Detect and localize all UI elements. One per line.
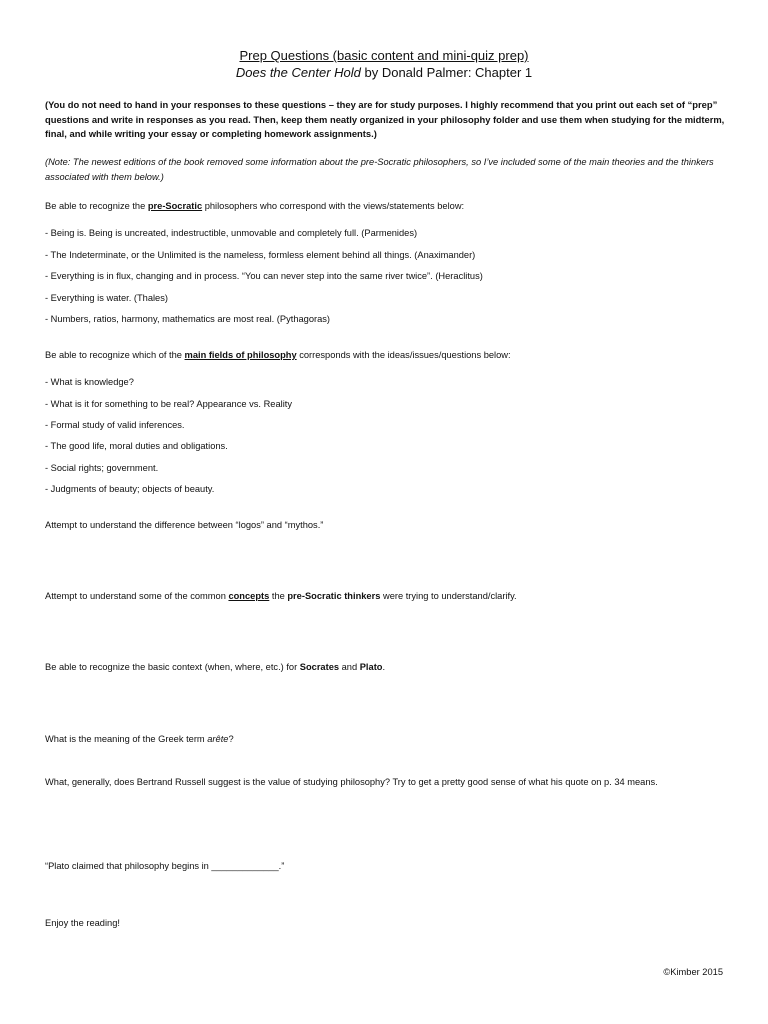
presocratic-item: - Numbers, ratios, harmony, mathematics are most real. (Pythagoras): [45, 314, 331, 324]
fields-heading-pre: Be able to recognize which of the: [45, 350, 185, 360]
page-title: [0, 48, 768, 64]
arete-post: ?: [228, 734, 234, 744]
context-post: .: [382, 662, 386, 672]
arete-pre: What is the meaning of the Greek term: [45, 734, 208, 744]
context-socrates: Socrates: [299, 662, 340, 672]
title-text: Prep Questions (basic content and mini-quiz prep): [239, 48, 529, 63]
presocratic-heading-post: philosophers who correspond with the views/statements below:: [202, 201, 465, 211]
presocratic-item: - The Indeterminate, or the Unlimited is the nameless, formless element behind all things. (Anaximander): [45, 250, 476, 260]
copyright-footer: ©Kimber 2015: [663, 967, 723, 977]
presocratic-keyword: pre-Socratic: [147, 201, 203, 211]
presocratic-item: - Everything is in flux, changing and in process. “You can never step into the same river twice”. (Heraclitus): [45, 271, 483, 281]
fields-item: - The good life, moral duties and obligations.: [45, 441, 228, 451]
presocratic-heading: [45, 199, 464, 213]
plato-question: “Plato claimed that philosophy begins in _____________.”: [45, 861, 285, 871]
concepts-question: [45, 589, 517, 603]
book-title: Does the Center Hold: [235, 65, 361, 80]
fields-keyword: main fields of philosophy: [184, 350, 297, 360]
concepts-post: were trying to understand/clarify.: [380, 591, 517, 601]
concepts-keyword: concepts: [228, 591, 270, 601]
context-mid: and: [339, 662, 360, 672]
concepts-pre: Attempt to understand some of the common: [45, 591, 229, 601]
logos-question: Attempt to understand the difference between “logos” and “mythos.”: [45, 520, 324, 530]
presocratic-heading-pre: Be able to recognize the: [45, 201, 148, 211]
context-pre: Be able to recognize the basic context (when, where, etc.) for: [45, 662, 300, 672]
fields-heading-post: corresponds with the ideas/issues/questions below:: [296, 350, 511, 360]
fields-item: - What is knowledge?: [45, 377, 134, 387]
concepts-mid: the: [269, 591, 288, 601]
page-subtitle: [0, 65, 768, 81]
subtitle-rest: by Donald Palmer: Chapter 1: [360, 65, 533, 80]
context-question: [45, 660, 385, 674]
concepts-thinkers: pre-Socratic thinkers: [287, 591, 381, 601]
fields-heading: [45, 348, 511, 362]
russell-question: What, generally, does Bertrand Russell suggest is the value of studying philosophy? Try to get a pretty good sense of what his quote on p. 34 means.: [45, 777, 658, 787]
intro-paragraph: (You do not need to hand in your responses to these questions – they are for study purposes. I highly recommend that you print out each set of “prep” questions and write in responses as you read. Then, keep them neatly organized in your philosophy folder and use them when studying for the midterm, final, and while writing your essay or completing homework assignments.): [45, 99, 725, 139]
fields-item: - Social rights; government.: [45, 463, 159, 473]
closing-line: Enjoy the reading!: [45, 918, 120, 928]
presocratic-item: - Being is. Being is uncreated, indestructible, unmovable and completely full. (Parmenides): [45, 228, 418, 238]
arete-term: arête: [207, 734, 229, 744]
fields-item: - What is it for something to be real? Appearance vs. Reality: [45, 399, 293, 409]
note-paragraph: (Note: The newest editions of the book removed some information about the pre-Socratic philosophers, so I’ve included some of the main theories and the thinkers associated with them below.): [45, 157, 714, 182]
context-plato: Plato: [359, 662, 383, 672]
fields-item: - Judgments of beauty; objects of beauty.: [45, 484, 215, 494]
fields-item: - Formal study of valid inferences.: [45, 420, 185, 430]
presocratic-item: - Everything is water. (Thales): [45, 293, 168, 303]
arete-question: [45, 732, 234, 746]
